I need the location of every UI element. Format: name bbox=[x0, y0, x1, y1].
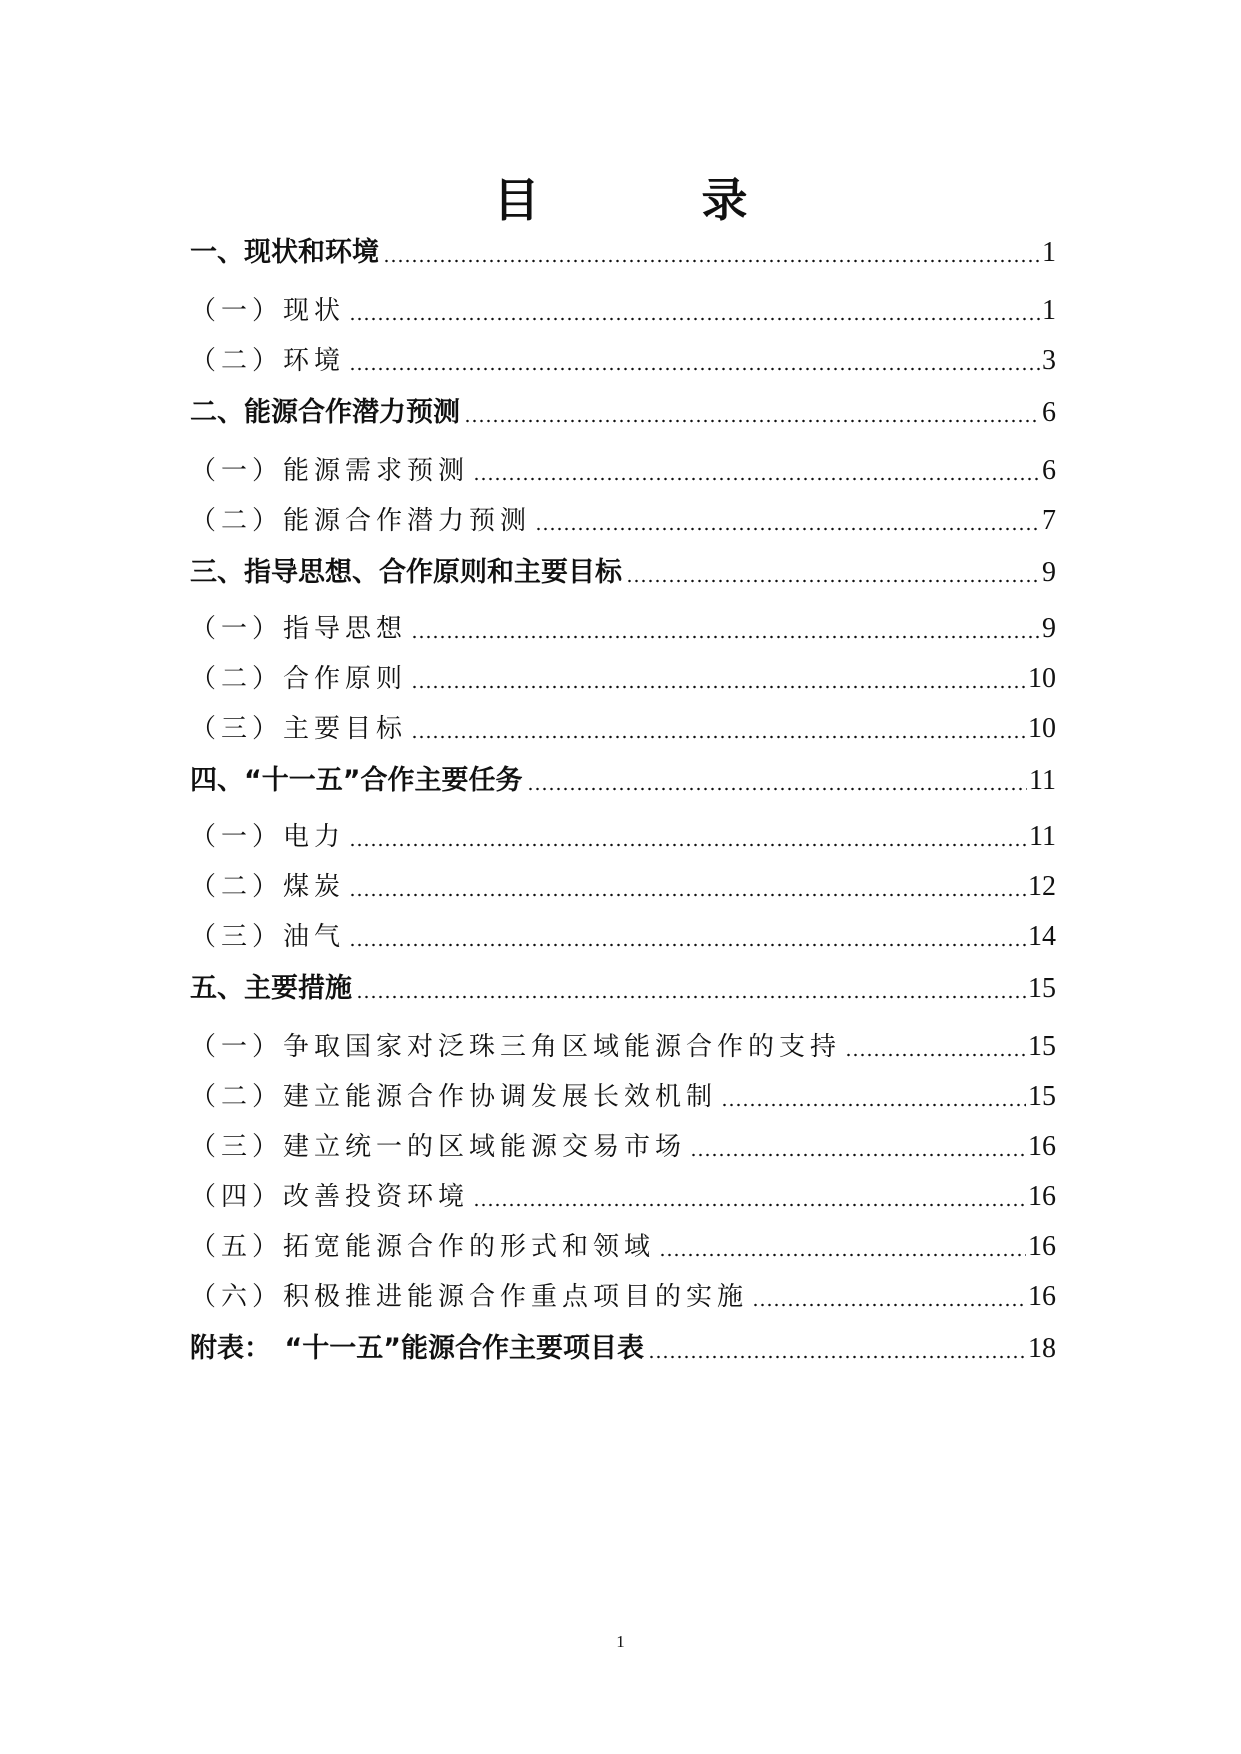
toc-entry[interactable] bbox=[190, 390, 1056, 429]
toc-entry-label: （一）能源需求预测 bbox=[190, 456, 470, 486]
toc-entry[interactable] bbox=[190, 916, 1056, 953]
toc-entry[interactable] bbox=[190, 758, 1056, 797]
toc-entry-page: 9 bbox=[1042, 613, 1056, 644]
toc-entry-label: 五、主要措施 bbox=[190, 973, 352, 1004]
toc-entry-label: 二、能源合作潜力预测 bbox=[190, 397, 460, 428]
toc-leader-dots bbox=[690, 1153, 1026, 1157]
toc-leader-dots bbox=[626, 579, 1040, 583]
toc-leader-dots bbox=[349, 943, 1026, 947]
toc-leader-dots bbox=[349, 843, 1027, 847]
toc-leader-dots bbox=[527, 787, 1028, 791]
toc-entry[interactable] bbox=[190, 658, 1056, 695]
toc-entry-page: 3 bbox=[1042, 345, 1056, 376]
toc-entry-page: 15 bbox=[1028, 1081, 1056, 1112]
toc-entry-page: 1 bbox=[1042, 295, 1056, 326]
toc-entry-label: 四、“十一五”合作主要任务 bbox=[190, 765, 523, 796]
toc-entry-page: 10 bbox=[1028, 663, 1056, 694]
toc-leader-dots bbox=[648, 1355, 1026, 1359]
toc-entry-page: 18 bbox=[1028, 1333, 1056, 1364]
toc-leader-dots bbox=[411, 685, 1026, 689]
toc-leader-dots bbox=[473, 1203, 1026, 1207]
toc-entry[interactable] bbox=[190, 500, 1056, 537]
toc-leader-dots bbox=[721, 1103, 1026, 1107]
toc-entry-page: 6 bbox=[1042, 397, 1056, 428]
toc-entry-page: 10 bbox=[1028, 713, 1056, 744]
toc-entry-page: 1 bbox=[1042, 237, 1056, 268]
toc-entry-label: （二）合作原则 bbox=[190, 664, 408, 694]
toc-leader-dots bbox=[411, 735, 1026, 739]
toc-entry-page: 15 bbox=[1028, 973, 1056, 1004]
table-of-contents bbox=[190, 0, 1056, 1754]
toc-leader-dots bbox=[752, 1303, 1026, 1307]
toc-leader-dots bbox=[464, 419, 1040, 423]
toc-entry-page: 6 bbox=[1042, 455, 1056, 486]
toc-leader-dots bbox=[349, 893, 1026, 897]
toc-entry-label: 附表： “十一五”能源合作主要项目表 bbox=[190, 1333, 644, 1364]
toc-entry-label: （二）环境 bbox=[190, 346, 346, 376]
toc-entry[interactable] bbox=[190, 290, 1056, 327]
toc-leader-dots bbox=[845, 1053, 1026, 1057]
toc-entry-label: （二）建立能源合作协调发展长效机制 bbox=[190, 1082, 718, 1112]
toc-entry-page: 16 bbox=[1028, 1231, 1056, 1262]
toc-entry-label: （六）积极推进能源合作重点项目的实施 bbox=[190, 1282, 749, 1312]
toc-entry[interactable] bbox=[190, 1126, 1056, 1163]
toc-entry[interactable] bbox=[190, 340, 1056, 377]
toc-entry-label: （四）改善投资环境 bbox=[190, 1182, 470, 1212]
toc-entry-page: 16 bbox=[1028, 1181, 1056, 1212]
toc-entry-label: （三）建立统一的区域能源交易市场 bbox=[190, 1132, 687, 1162]
toc-entry-page: 14 bbox=[1028, 921, 1056, 952]
toc-entry[interactable] bbox=[190, 1326, 1056, 1365]
toc-entry-label: （二）能源合作潜力预测 bbox=[190, 506, 532, 536]
toc-entry-page: 15 bbox=[1028, 1031, 1056, 1062]
toc-entry-page: 11 bbox=[1029, 765, 1056, 796]
toc-leader-dots bbox=[349, 367, 1040, 371]
toc-entry-page: 12 bbox=[1028, 871, 1056, 902]
toc-leader-dots bbox=[349, 317, 1040, 321]
toc-leader-dots bbox=[356, 995, 1026, 999]
toc-entry-page: 11 bbox=[1029, 821, 1056, 852]
toc-entry[interactable] bbox=[190, 1276, 1056, 1313]
toc-entry-label: 一、现状和环境 bbox=[190, 237, 379, 268]
toc-entry-label: （一）现状 bbox=[190, 296, 346, 326]
toc-leader-dots bbox=[659, 1253, 1026, 1257]
toc-entry-label: （一）争取国家对泛珠三角区域能源合作的支持 bbox=[190, 1032, 842, 1062]
toc-entry[interactable] bbox=[190, 230, 1056, 269]
toc-entry-label: 三、指导思想、合作原则和主要目标 bbox=[190, 557, 622, 588]
toc-entry-page: 16 bbox=[1028, 1281, 1056, 1312]
toc-leader-dots bbox=[473, 477, 1040, 481]
toc-entry-page: 7 bbox=[1042, 505, 1056, 536]
toc-entry[interactable] bbox=[190, 1226, 1056, 1263]
toc-entry[interactable] bbox=[190, 550, 1056, 589]
toc-entry-label: （三）主要目标 bbox=[190, 714, 408, 744]
toc-leader-dots bbox=[411, 635, 1040, 639]
toc-entry-label: （三）油气 bbox=[190, 922, 346, 952]
toc-entry[interactable] bbox=[190, 608, 1056, 645]
toc-entry-label: （二）煤炭 bbox=[190, 872, 346, 902]
toc-entry[interactable] bbox=[190, 450, 1056, 487]
page-title: 目 录 bbox=[493, 173, 806, 227]
toc-entry-label: （五）拓宽能源合作的形式和领域 bbox=[190, 1232, 656, 1262]
toc-leader-dots bbox=[383, 259, 1040, 263]
toc-entry-label: （一）指导思想 bbox=[190, 614, 408, 644]
toc-entry[interactable] bbox=[190, 1176, 1056, 1213]
toc-entry[interactable] bbox=[190, 966, 1056, 1005]
toc-entry-label: （一）电力 bbox=[190, 822, 346, 852]
toc-entry[interactable] bbox=[190, 866, 1056, 903]
toc-entry[interactable] bbox=[190, 708, 1056, 745]
toc-entry[interactable] bbox=[190, 1076, 1056, 1113]
toc-leader-dots bbox=[535, 527, 1040, 531]
page-number: 1 bbox=[616, 1632, 625, 1651]
toc-entry-page: 16 bbox=[1028, 1131, 1056, 1162]
toc-entry[interactable] bbox=[190, 1026, 1056, 1063]
toc-entry[interactable] bbox=[190, 816, 1056, 853]
toc-entry-page: 9 bbox=[1042, 557, 1056, 588]
